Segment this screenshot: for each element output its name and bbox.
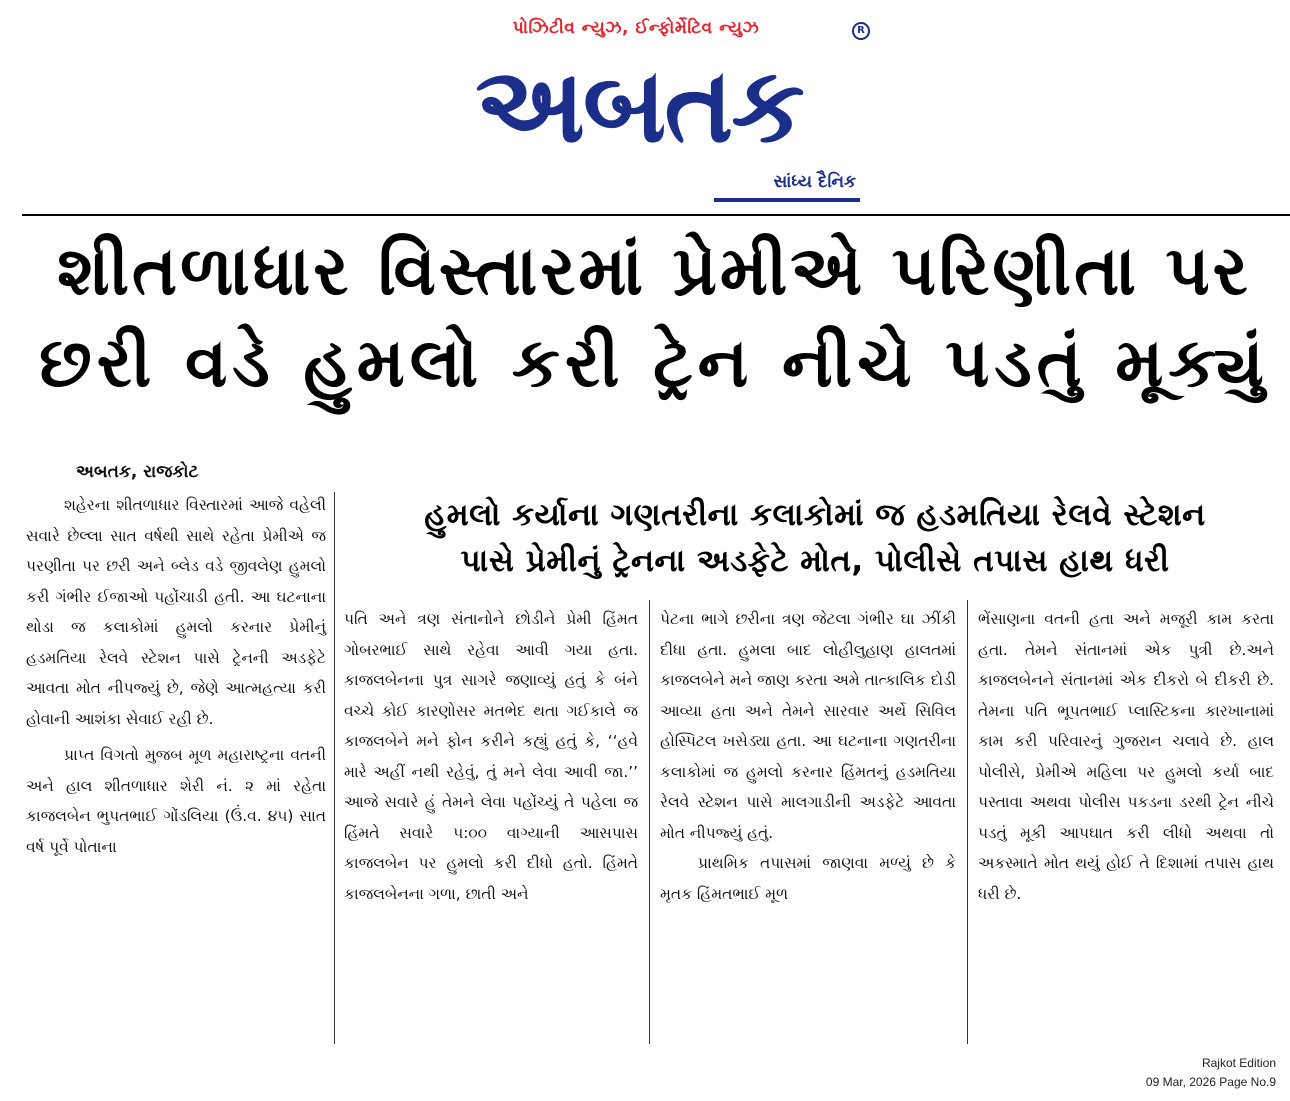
newspaper-logo: અબતક (475, 44, 803, 166)
column-2-paragraph-1: પતિ અને ત્રણ સંતાનોને છોડીને પ્રેમી હિંમત ગોબરભાઈ સાથે રહેવા આવી ગયા હતા. કાજલબેનના પુત્ર સાગરે જણાવ્યું હતું કે બંને વચ્ચે કોઈ કારણોસર મતભેદ થતા ગઈકાલે જ કાજલબેને મને ફોન કરીને કહ્યું હતું કે, ‘‘હવે મારે અહીં નથી રહેવું, તું મને લેવા આવી જા.’’ આજે સવારે હું તેમને લેવા પહોંચ્યું તે પહેલા જ હિંમતે સવારે ૫:૦૦ વાગ્યાની આસપાસ કાજલબેન પર હુમલો કરી દીધો હતો. હિંમતે કાજલબેનના ગળા, છાતી અને (344, 610, 638, 903)
subheadline-line-2: પાસે પ્રેમીનું ટ્રેનના અડફેટે મોત, પોલીસે તપાસ હાથ ધરી (460, 543, 1170, 579)
column-divider-3 (967, 600, 968, 1044)
column-3-paragraph-1: પેટના ભાગે છરીના ત્રણ જેટલા ગંભીર ઘા ઝીંકી દીધા હતા. હુમલા બાદ લોહીલુહાણ હાલતમાં કાજલબેને મને જાણ કરતા અમે તાત્કાલિક દોડી આવ્યા હતા અને તેમને સારવાર અર્થે સિવિલ હોસ્પિટલ ખસેડ્યા હતા. આ ઘટનાના ગણતરીના કલાકોમાં જ હુમલો કરનાર હિંમતનું હડમતિયા રેલવે સ્ટેશન પાસે માલગાડીની અડફેટે આવતા મોત નીપજ્યું હતું. (660, 610, 956, 842)
article-column-2 (344, 604, 638, 909)
edition-label: Rajkot Edition (1201, 1056, 1276, 1070)
column-divider-1 (334, 492, 335, 1044)
article-column-3 (660, 604, 956, 909)
article-column-1 (26, 490, 326, 862)
column-1-paragraph-2: પ્રાપ્ત વિગતો મુજબ મૂળ મહારાષ્ટ્રના વતની અને હાલ શીતળાધાર શેરી નં. ૨ માં રહેતા કાજલબેન ભુપતભાઈ ગોંડલિયા (ઉં.વ. ૪૫) સાત વર્ષ પૂર્વે પોતાના (26, 746, 326, 856)
column-1-paragraph-1: શહેરના શીતળાધાર વિસ્તારમાં આજે વહેલી સવારે છેલ્લા સાત વર્ષથી સાથે રહેતા પ્રેમીએ જ પરણીતા પર છરી અને બ્લેડ વડે જીવલેણ હુમલો કરી ગંભીર ઈજાઓ પહોંચાડી હતી. આ ઘટનાના થોડા જ કલાકોમાં હુમલો કરનાર પ્રેમીનું હડમતિયા રેલવે સ્ટેશન પાસે ટ્રેનની અડફેટે આવતા મોત નીપજ્યું છે, જેણે આત્મહત્યા કરી હોવાની આશંકા સેવાઈ રહી છે. (26, 496, 326, 728)
registered-trademark-icon: R (852, 22, 870, 40)
masthead (416, 14, 876, 208)
column-4-paragraph-1: ભેંસાણના વતની હતા અને મજૂરી કામ કરતા હતા. તેમને સંતાનમાં એક પુત્રી છે.અને કાજલબેનને સંતાનમાં એક દીકરો બે દીકરી છે. તેમના પતિ ભૂપતભાઈ પ્લાસ્ટિકના કારખાનામાં કામ કરી પરિવારનું ગુજરાન ચલાવે છે. હાલ પોલીસે, પ્રેમીએ મહિલા પર હુમલો કર્યા બાદ પસ્તાવા અથવા પોલીસ પકડના ડરથી ટ્રેન નીચે પડતું મૂકી આપઘાત કરી લીધો અથવા તો અકસ્માતે મોત થયું હોઈ તે દિશામાં તપાસ હાથ ધરી છે. (978, 610, 1274, 903)
header-divider (22, 214, 1290, 216)
dateline: અબતક, રાજકોટ (76, 462, 199, 482)
headline-line-1: શીતળાધાર વિસ્તારમાં પ્રેમીએ પરિણીતા પર (57, 232, 1251, 311)
sub-headline (344, 492, 1286, 584)
page-footer (1146, 1054, 1276, 1092)
headline-line-2: છરી વડે હુમલો કરી ટ્રેન નીચે પડતું મૂક્યું (39, 324, 1269, 403)
main-headline (22, 226, 1286, 410)
column-divider-2 (649, 600, 650, 1044)
masthead-underline (714, 198, 860, 202)
subheadline-line-1: હુમલો કર્યાના ગણતરીના કલાકોમાં જ હડમતિયા રેલવે સ્ટેશન (424, 497, 1206, 533)
date-page-label: 09 Mar, 2026 Page No.9 (1145, 1075, 1276, 1089)
article-column-4 (978, 604, 1274, 909)
masthead-subline: સાંધ્ય દૈનિક (773, 172, 856, 192)
column-3-paragraph-2: પ્રાથમિક તપાસમાં જાણવા મળ્યું છે કે મૃતક હિંમતભાઈ મૂળ (660, 854, 956, 903)
masthead-tagline: પોઝિટીવ ન્યુઝ, ઈન્ફોર્મેટિવ ન્યુઝ (512, 18, 760, 38)
